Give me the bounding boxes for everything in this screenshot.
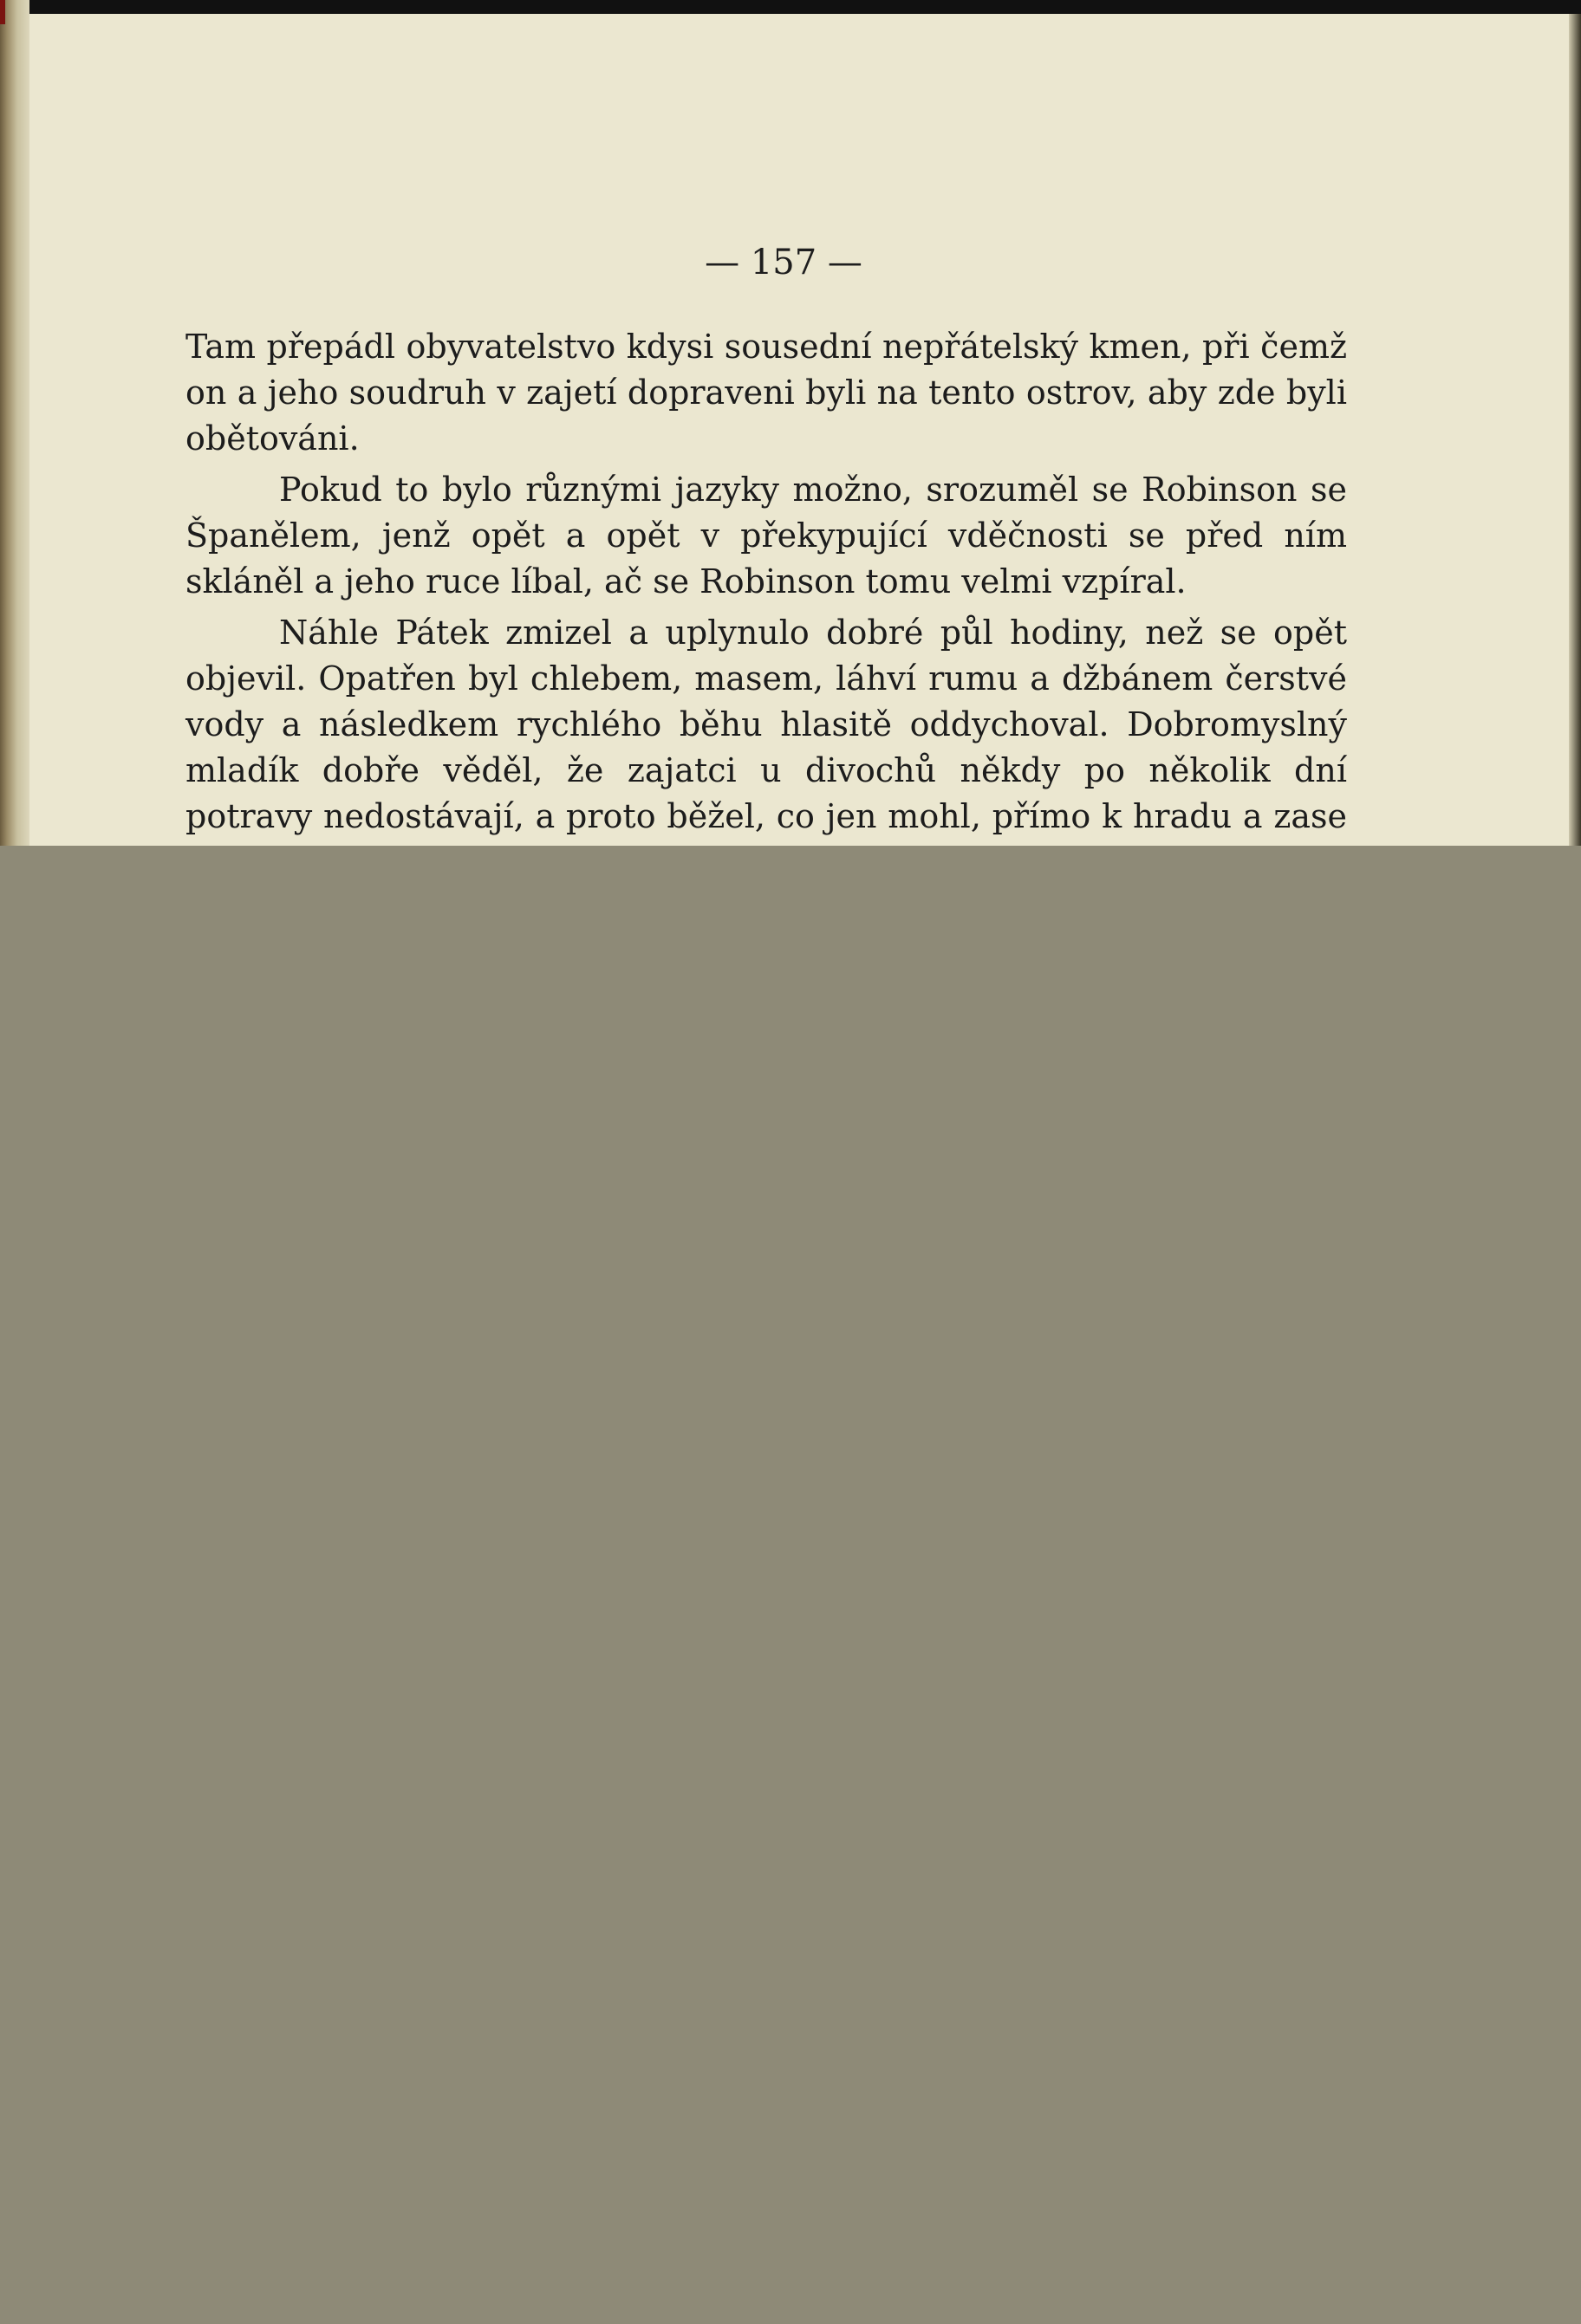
- page-number: — 157 —: [705, 243, 862, 282]
- book-page: [29, 14, 1572, 846]
- scan-top-edge: [0, 0, 1581, 14]
- lower-cover-area: [0, 846, 1581, 2324]
- book-binding: [0, 0, 29, 846]
- paragraph: Náhle Pátek zmizel a uplynulo dobré půl hodiny, než se opět objevil. Opatřen byl chlebem, masem, láhví rumu a džbánem čerstvé vody a následkem rychlého běhu hlasitě oddychoval. Dobromyslný mladík dobře věděl, že zajatci u divochů někdy po několik dní potravy nedostávají, a proto běžel, co jen mohl, přímo k hradu a zase: [185, 613, 1347, 835]
- paragraph: Tam přepádl obyvatelstvo kdysi sousední nepřátelský kmen, při čemž on a jeho soudruh v zajetí dopraveni byli na tento ostrov, aby zde byli obětováni.: [185, 328, 1347, 458]
- body-text: [185, 324, 1347, 891]
- paragraph: Pokud to bylo různými jazyky možno, srozuměl se Robinson se Španělem, jenž opět a opět v překypující vděčnosti se před ním skláněl a jeho ruce líbal, ač se Robinson tomu velmi vzpíral.: [185, 471, 1347, 600]
- page-right-edge: [1569, 14, 1581, 846]
- binding-ribbon: [0, 0, 5, 24]
